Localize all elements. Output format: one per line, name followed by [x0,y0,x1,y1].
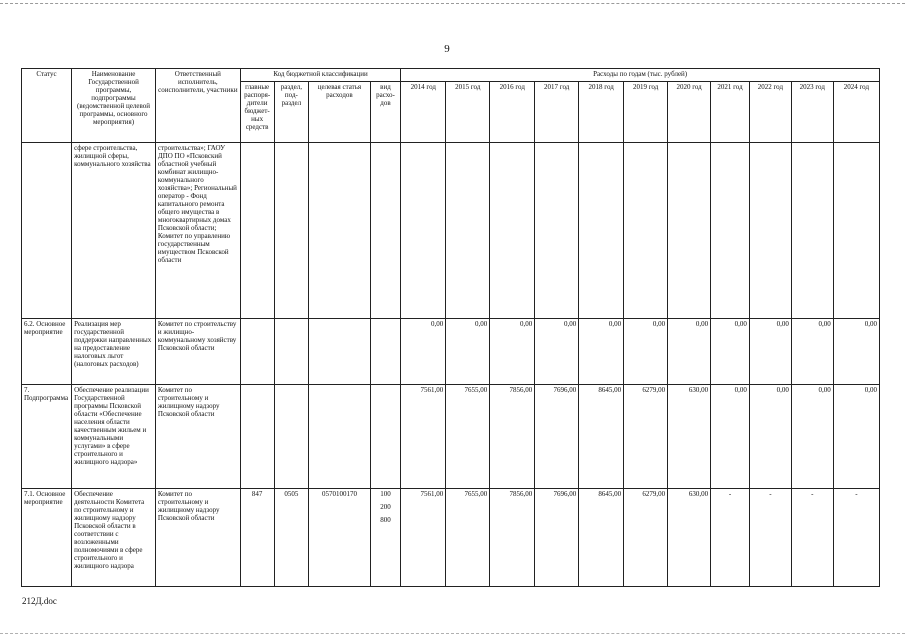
top-scan-edge [0,3,905,4]
table-row [22,385,880,489]
cell-value: 0,00 [749,385,791,489]
cell-code: 0505 [274,489,309,587]
cell-code [309,143,370,319]
cell-code: 0570100170 [309,489,370,587]
cell-status [22,143,72,319]
header-year: 2016 год [490,82,535,143]
cell-code-kind: 800 [380,516,391,524]
cell-value: 0,00 [579,319,624,385]
table-row [22,143,880,319]
cell-value [579,143,624,319]
cell-value: 7561,00 [401,385,446,489]
cell-code [274,143,309,319]
cell-code [370,319,401,385]
cell-code [370,385,401,489]
header-status: Статус [22,69,72,143]
header-year: 2017 год [535,82,579,143]
cell-value [711,143,750,319]
header-year: 2014 год [401,82,446,143]
cell-value: - [749,489,791,587]
cell-value [791,143,833,319]
header-row-1 [22,69,880,82]
cell-code [240,143,274,319]
cell-value [749,143,791,319]
cell-value [668,143,711,319]
cell-value: 7696,00 [535,489,579,587]
cell-code-kind-list [370,489,401,587]
cell-value: 7856,00 [490,489,535,587]
header-name: Наименование Государственной программы, подпрограммы (ведомственной целевой программы, основного мероприятия) [72,69,156,143]
cell-value: 0,00 [401,319,446,385]
cell-name: сфере строительства, жилищной сферы, коммунального хозяйства [72,143,156,319]
cell-responsible: Комитет по строительству и жилищно-коммунальному хозяйству Псковской области [155,319,240,385]
cell-value: 630,00 [668,489,711,587]
cell-name: Обеспечение реализации Государственной программы Псковской области «Обеспечение населения области качественным жильем и коммунальными услугами» в сфере строительного и жилищного надзора» [72,385,156,489]
cell-code-kind: 100 [380,490,391,498]
header-expenses: Расходы по годам (тыс. рублей) [401,69,880,82]
footer-file-name: 212Д.doc [22,596,57,606]
header-year: 2021 год [711,82,750,143]
cell-code [309,319,370,385]
cell-value [535,143,579,319]
header-code-section: раздел, под-раздел [274,82,309,143]
cell-value [624,143,668,319]
header-year: 2019 год [624,82,668,143]
cell-value: - [791,489,833,587]
cell-responsible: строительства»; ГАОУ ДПО ПО «Псковский областной учебный комбинат жилищно-коммунального хозяйства»; Региональный оператор - Фонд капитального ремонта общего имущества в многоквартирных домах Псковской области; Комитет по управлению государственным имуществом Псковской области [155,143,240,319]
cell-value: 0,00 [535,319,579,385]
cell-status: 6.2. Основное мероприятие [22,319,72,385]
header-year: 2018 год [579,82,624,143]
budget-table [21,68,880,587]
header-year: 2022 год [749,82,791,143]
header-code-kind: вид расхо-дов [370,82,401,143]
table-row [22,489,880,587]
cell-status: 7. Подпрограмма [22,385,72,489]
cell-value: 630,00 [668,385,711,489]
cell-value: 8645,00 [579,385,624,489]
cell-value: 0,00 [791,385,833,489]
cell-value: 0,00 [711,319,750,385]
cell-value: 0,00 [446,319,490,385]
cell-value: 0,00 [749,319,791,385]
cell-value: 6279,00 [624,385,668,489]
cell-code: 847 [240,489,274,587]
header-code-grbs: главные распоря-дители бюджет-ных средств [240,82,274,143]
cell-value: 0,00 [711,385,750,489]
header-year: 2015 год [446,82,490,143]
header-code-article: целевая статья расходов [309,82,370,143]
cell-value [490,143,535,319]
bottom-scan-edge [0,633,905,634]
cell-code [309,385,370,489]
cell-status: 7.1. Основное мероприятие [22,489,72,587]
cell-code [240,385,274,489]
table-row [22,319,880,385]
cell-value: 0,00 [490,319,535,385]
cell-code [274,385,309,489]
header-year: 2023 год [791,82,833,143]
cell-code [240,319,274,385]
cell-value: 0,00 [833,319,879,385]
cell-value: 7696,00 [535,385,579,489]
cell-value: 7655,00 [446,489,490,587]
cell-code-kind: 200 [380,503,391,511]
cell-value: 0,00 [833,385,879,489]
page-number: 9 [444,43,450,55]
cell-value: 0,00 [624,319,668,385]
cell-name: Обеспечение деятельности Комитета по строительному и жилищному надзору Псковской области в соответствии с возложенными полномочиями в сфере строительного и жилищного надзора [72,489,156,587]
cell-value [401,143,446,319]
cell-value: 7655,00 [446,385,490,489]
cell-value: 7561,00 [401,489,446,587]
cell-value: 0,00 [668,319,711,385]
cell-code [274,319,309,385]
cell-value: - [833,489,879,587]
cell-name: Реализация мер государственной поддержки направленных на предоставление налоговых льгот (налоговых расходов) [72,319,156,385]
cell-value: 6279,00 [624,489,668,587]
header-year: 2020 год [668,82,711,143]
cell-responsible: Комитет по строительному и жилищному надзору Псковской области [155,385,240,489]
cell-value: - [711,489,750,587]
cell-responsible: Комитет по строительному и жилищному надзору Псковской области [155,489,240,587]
cell-value [833,143,879,319]
cell-code [370,143,401,319]
cell-value: 0,00 [791,319,833,385]
header-budget-code: Код бюджетной классификации [240,69,401,82]
header-year: 2024 год [833,82,879,143]
cell-value: 7856,00 [490,385,535,489]
cell-value: 8645,00 [579,489,624,587]
header-responsible: Ответственный исполнитель, соисполнители, участники [155,69,240,143]
cell-value [446,143,490,319]
